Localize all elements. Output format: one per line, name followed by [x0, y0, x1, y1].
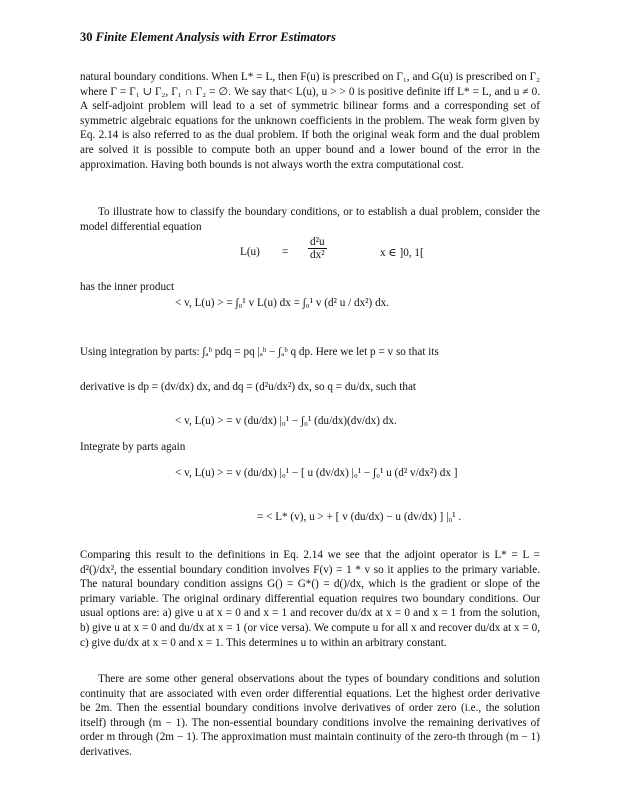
eq1-numerator: d²u	[310, 236, 325, 248]
running-title: Finite Element Analysis with Error Estimators	[95, 30, 336, 44]
eq1-denominator: dx²	[310, 249, 325, 261]
again-label	[80, 440, 540, 455]
paragraph-natural-bc	[80, 70, 540, 172]
paragraph-comparing	[80, 548, 540, 650]
again-text: Integrate by parts again	[80, 441, 186, 453]
eq1-lhs: L(u)	[240, 246, 260, 258]
equation-inner-product	[175, 296, 555, 311]
paragraph-observations	[80, 672, 540, 760]
paragraph-illustrate	[80, 205, 540, 234]
ibp-line-1: Using integration by parts: ∫ₐᵇ pdq = pq |ₐᵇ − ∫ₐᵇ q dp. Here we let p = v so that its	[80, 346, 439, 358]
eq1-equals: =	[282, 246, 289, 258]
derivative-line	[80, 380, 540, 395]
eq1-fraction	[308, 236, 327, 261]
eq1-domain: x ∈ ]0, 1[	[380, 247, 424, 259]
inner-product-text: has the inner product	[80, 281, 175, 293]
equation-first-ibp	[175, 414, 555, 429]
ibp-line-2: derivative is dp = (dv/dx) dx, and dq = (d²u/dx²) dx, so q = du/dx, such that	[80, 381, 417, 393]
running-header	[80, 30, 336, 45]
eq3-text: < v, L(u) > = v (du/dx) |₀¹ − ∫₀¹ (du/dx)(dv/dx) dx.	[175, 415, 397, 427]
integration-by-parts	[80, 345, 540, 360]
paragraph-4: There are some other general observations about the types of boundary conditions and solution continuity that are associated with even order differential equations. Let the highest order derivative be 2m. Then the essential boundary conditions involve derivatives of order zero (i.e., the solution itself) through (m − 1). The non-essential boundary conditions involve the remaining derivatives of order m through (2m − 1). The approximation must maintain continuity of the zero-th through (m − 1) derivatives.	[80, 673, 540, 758]
paragraph-1: natural boundary conditions. When L* = L, then F(u) is prescribed on Γ₁, and G(u) is prescribed on Γ₂ where Γ = Γ₁ ∪ Γ₂, Γ₁ ∩ Γ₂ = ∅. We say that< L(u), u > > 0 is positive definite iff L* = L, and u ≠ 0. A self-adjoint problem will lead to a set of symmetric bilinear forms and a corresponding set of symmetric algebraic equations for the unknown coefficients in the problem. The weak form given by Eq. 2.14 is also referred to as the dual problem. If both the original weak form and the dual problem are solved it is possible to compute both an upper bound and a lower bound of the error in the approximation. Having both bounds is not always worth the extra computational cost.	[80, 71, 540, 171]
page-number: 30	[80, 30, 93, 44]
eq2-text: < v, L(u) > = ∫₀¹ v L(u) dx = ∫₀¹ v (d² u / dx²) dx.	[175, 297, 390, 309]
equation-model-de	[80, 236, 540, 276]
equation-adjoint	[257, 510, 547, 525]
paragraph-2: To illustrate how to classify the boundary conditions, or to establish a dual problem, consider the model differential equation	[80, 206, 540, 233]
eq4-text: < v, L(u) > = v (du/dx) |₀¹ − [ u (dv/dx) |₀¹ − ∫₀¹ u (d² v/dx²) dx ]	[175, 467, 458, 479]
equation-second-ibp	[175, 466, 555, 481]
inner-product-label	[80, 280, 540, 295]
paragraph-3: Comparing this result to the definitions in Eq. 2.14 we see that the adjoint operator is L* = L = d²()/dx², the essential boundary condition involves F(v) = 1 * v so it applies to the primary variable. The natural boundary condition assigns G() = G*() = d()/dx, which is the gradient or slope of the primary variable. The original ordinary differential equation requires two boundary conditions. Our usual options are: a) give u at x = 0 and x = 1 and recover du/dx at x = 0 and x = 1 from the solution, b) give u at x = 0 and du/dx at x = 1 (or vice versa). We compute u for all x and recover du/dx at x = 0, c) give du/dx at x = 0 and x = 1. This determines u to within an arbitrary constant.	[80, 549, 540, 649]
eq5-text: = < L* (v), u > + [ v (du/dx) − u (dv/dx) ] |₀¹ .	[257, 511, 462, 523]
